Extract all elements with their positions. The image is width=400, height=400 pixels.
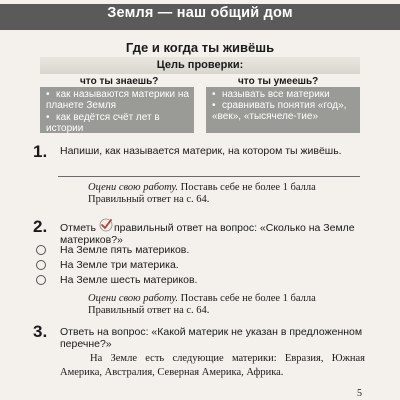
- option-radio[interactable]: [36, 260, 46, 270]
- goal-title: Цель проверки:: [156, 59, 244, 71]
- option-radio[interactable]: [36, 245, 46, 255]
- exercise-3-text: Ответь на вопрос: «Какой материк не указан в предложенном перечне?»: [60, 326, 363, 350]
- self-check-1: Оцени свою работу. Поставь себе не более 1 балла Правильный ответ на с. 64.: [88, 182, 316, 205]
- checkmark-icon: [99, 218, 113, 232]
- option-radio[interactable]: [36, 275, 46, 285]
- exercise-1-text: Напиши, как называется материк, на котором ты живёшь.: [60, 145, 342, 157]
- self-check-2: Оцени свою работу. Поставь себе не более 1 балла Правильный ответ на с. 64.: [88, 293, 316, 316]
- exercise-3-answer: На Земле есть следующие материки: Евразия, Южная Америка, Австралия, Северная Америка, Африка.: [60, 353, 365, 378]
- knowledge-item: • как ведётся счёт лет в истории: [46, 112, 160, 134]
- exercise-1-number: 1.: [33, 142, 48, 161]
- exercise-2-prompt: Отметь правильный ответ на вопрос: «Сколько на Земле материков?»: [60, 222, 355, 246]
- skill-item: • называть все материки: [212, 89, 330, 100]
- exercise-2-number: 2.: [33, 217, 48, 236]
- option-text: На Земле три материка.: [60, 259, 179, 271]
- skill-item: • сравнивать понятия «год», «век», «тысячеле-тие»: [212, 100, 347, 122]
- exercise-3-number: 3.: [33, 322, 48, 341]
- left-column-heading: что ты знаешь?: [80, 76, 159, 87]
- page-title: Земля — наш общий дом: [107, 5, 293, 21]
- lesson-subtitle: Где и когда ты живёшь: [125, 40, 275, 55]
- option-text: На Земле пять материков.: [60, 244, 190, 256]
- right-column-heading: что ты умеешь?: [238, 76, 319, 87]
- answer-line[interactable]: [58, 176, 360, 177]
- page-number: 5: [357, 388, 362, 399]
- option-text: На Земле шесть материков.: [60, 274, 198, 286]
- knowledge-item: • как называются материки на планете Земля: [46, 89, 189, 111]
